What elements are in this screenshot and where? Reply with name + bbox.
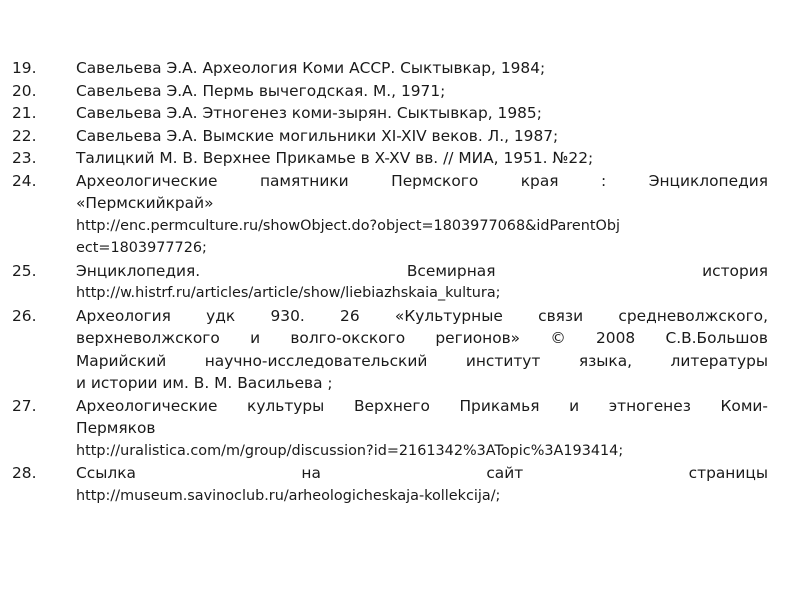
reference-line: Савельева Э.А. Этногенез коми-зырян. Сыктывкар, 1985; xyxy=(76,104,542,122)
reference-line: Ссылка на сайт страницы xyxy=(76,464,768,482)
reference-number: 20. xyxy=(12,81,37,100)
reference-line: Энциклопедия. Всемирная история xyxy=(76,261,768,280)
reference-text xyxy=(76,147,768,170)
reference-item-25 xyxy=(0,260,800,305)
reference-link[interactable]: http://uralistica.com/m/group/discussion?id=2161342%3ATopic%3A193414; xyxy=(76,442,624,459)
reference-line: верхневолжского и волго-окского регионов» © 2008 С.В.Большов xyxy=(76,329,768,347)
reference-line: «Пермскийкрай» xyxy=(76,194,214,212)
reference-item-27 xyxy=(0,395,800,463)
reference-number: 24. xyxy=(12,171,37,190)
reference-list xyxy=(0,57,800,507)
reference-text xyxy=(76,305,768,395)
reference-number: 23. xyxy=(12,149,37,167)
reference-text xyxy=(76,57,768,80)
reference-line: Археологические культуры Верхнего Прикамья и этногенез Коми- xyxy=(76,396,768,415)
reference-number: 25. xyxy=(12,261,37,280)
reference-link-continued[interactable]: ect=1803977726; xyxy=(76,240,207,256)
reference-line: Савельева Э.А. Вымские могильники XI-XIV веков. Л., 1987; xyxy=(76,126,559,145)
reference-item-26 xyxy=(0,305,800,395)
reference-line: Савельева Э.А. Пермь вычегодская. М., 1971; xyxy=(76,81,446,100)
reference-text xyxy=(76,80,768,103)
reference-line: Археология удк 930. 26 «Культурные связи средневолжского, xyxy=(76,306,768,325)
reference-item-21 xyxy=(0,102,800,125)
reference-line: и истории им. В. М. Васильева ; xyxy=(76,374,333,392)
reference-number: 22. xyxy=(12,126,37,145)
reference-link[interactable]: http://enc.permculture.ru/showObject.do?object=1803977068&idParentObj xyxy=(76,217,620,234)
reference-line: Талицкий М. В. Верхнее Прикамье в X-XV вв. // МИА, 1951. №22; xyxy=(76,149,594,167)
reference-line: Марийский научно-исследовательский институт языка, литературы xyxy=(76,351,768,370)
reference-number: 19. xyxy=(12,59,37,77)
reference-text xyxy=(76,462,768,507)
reference-link[interactable]: http://museum.savinoclub.ru/arheologicheskaja-kollekcija/; xyxy=(76,487,501,504)
reference-text xyxy=(76,102,768,125)
reference-number: 21. xyxy=(12,104,37,122)
reference-item-28 xyxy=(0,462,800,507)
reference-line: Пермяков xyxy=(76,419,156,437)
reference-text xyxy=(76,125,768,148)
reference-link[interactable]: http://w.histrf.ru/articles/article/show/liebiazhskaia_kultura; xyxy=(76,285,501,301)
reference-item-24 xyxy=(0,170,800,260)
reference-text xyxy=(76,260,768,305)
reference-item-22 xyxy=(0,125,800,148)
reference-item-19 xyxy=(0,57,800,80)
reference-number: 27. xyxy=(12,396,37,415)
reference-text xyxy=(76,395,768,463)
reference-number: 26. xyxy=(12,306,37,325)
reference-line: Савельева Э.А. Археология Коми АССР. Сыктывкар, 1984; xyxy=(76,59,546,77)
reference-text xyxy=(76,170,768,260)
reference-item-20 xyxy=(0,80,800,103)
reference-number: 28. xyxy=(12,464,37,482)
reference-line: Археологические памятники Пермского края : Энциклопедия xyxy=(76,171,768,190)
reference-item-23 xyxy=(0,147,800,170)
